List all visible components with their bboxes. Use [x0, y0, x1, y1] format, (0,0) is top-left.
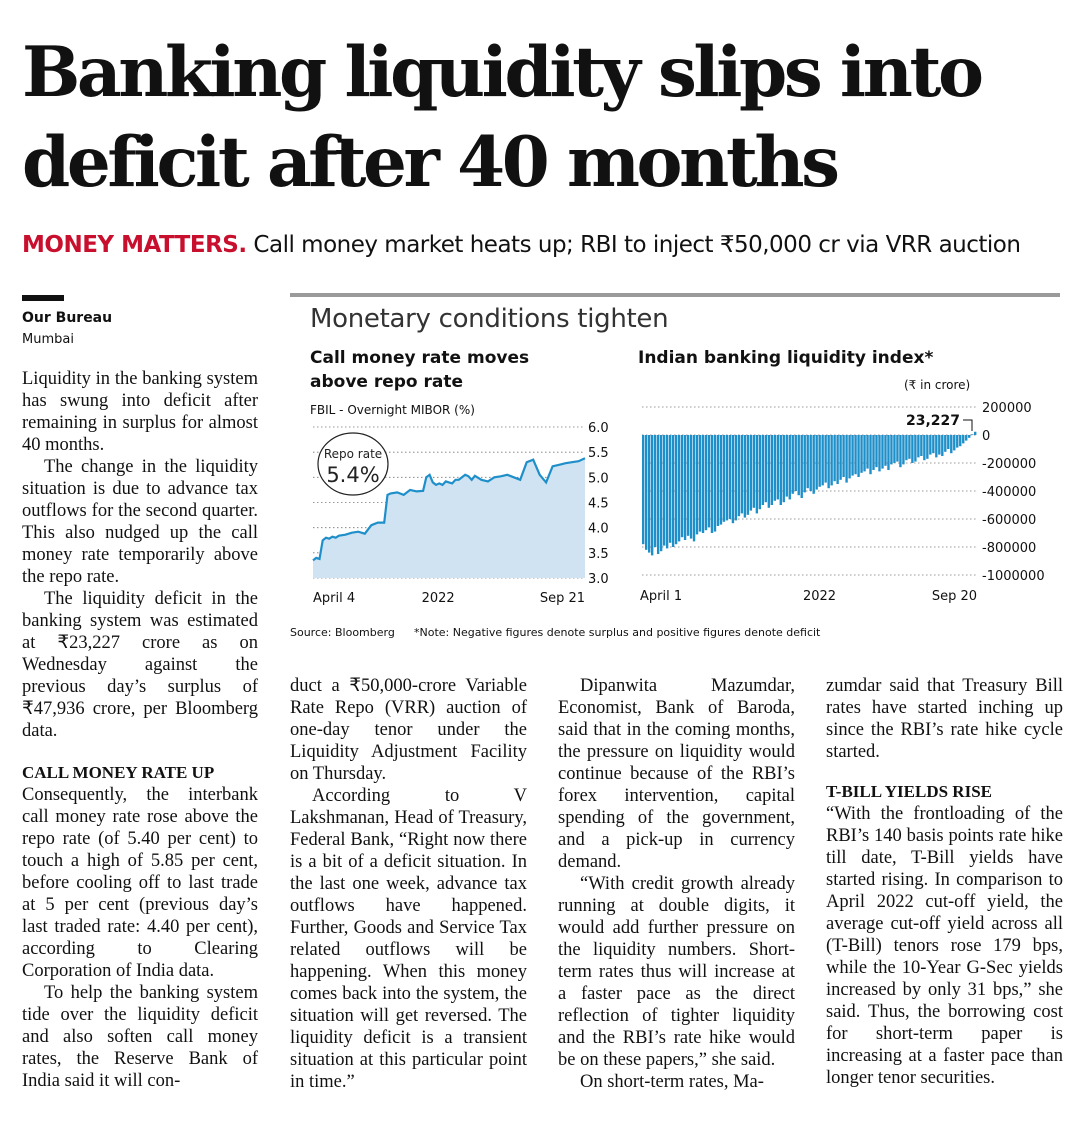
- chart2-bar: [887, 435, 889, 470]
- chart1-xticks: [313, 591, 585, 606]
- chart2-bar: [792, 435, 794, 494]
- chart2-bar: [699, 435, 701, 532]
- chart2-bar: [735, 435, 737, 520]
- chart2-bar: [765, 435, 767, 502]
- chart2-bar: [821, 435, 823, 485]
- article-column-3: [558, 675, 795, 1093]
- chart2-bar: [807, 435, 809, 488]
- chart2-bar: [827, 435, 829, 488]
- chart2-unit: (₹ in crore): [904, 378, 971, 392]
- chart2-bars: [642, 432, 976, 556]
- chart2-yticks: [982, 401, 1045, 584]
- headline: Banking liquidity slips into deficit after 40 months: [22, 32, 981, 203]
- chart2-bar: [783, 435, 785, 502]
- chart2-bar: [687, 435, 689, 536]
- chart2-bar: [678, 435, 680, 541]
- chart2-bar: [759, 435, 761, 509]
- chart2-bar: [645, 435, 647, 550]
- repo-rate-value: 5.4%: [326, 463, 380, 487]
- chart2-bar: [908, 435, 910, 459]
- chart2-bar: [798, 435, 800, 495]
- chart2-bar: [905, 435, 907, 460]
- chart2-bar: [771, 435, 773, 505]
- repo-rate-callout: [318, 433, 388, 495]
- chart2-bar: [920, 435, 922, 456]
- chart1-ytick-label: 5.0: [588, 471, 609, 487]
- chart2-bar: [777, 435, 779, 499]
- chart2-ytick-label: 0: [982, 429, 991, 444]
- chart2-bar: [753, 435, 755, 508]
- chart2-bar: [884, 435, 886, 466]
- paragraph: The change in the liquidity situation is due to advance tax outflows for the second quarter. This also nudged up the call money rate temporarily above the repo rate.: [22, 457, 258, 587]
- chart2-ytick-label: -600000: [982, 513, 1037, 528]
- chart2-bar: [812, 435, 814, 494]
- chart2-bar: [839, 435, 841, 480]
- chart2-bar: [756, 435, 758, 513]
- chart2-bar: [941, 435, 943, 456]
- chart2-bar: [747, 435, 749, 515]
- chart2-bar: [810, 435, 812, 491]
- chart2-bar: [795, 435, 797, 491]
- chart2-bar: [869, 435, 871, 474]
- chart2-bar: [708, 435, 710, 527]
- chart2-bar: [866, 435, 868, 469]
- chart2-bar: [681, 435, 683, 537]
- chart1-ytick-label: 4.5: [588, 496, 609, 512]
- chart2-bar: [660, 435, 662, 551]
- chart2-bar: [890, 435, 892, 464]
- paragraph: Liquidity in the banking system has swung into deficit after remaining in surplus for almost 40 months.: [22, 369, 258, 455]
- chart2-bar: [878, 435, 880, 471]
- chart2-bar: [830, 435, 832, 485]
- chart2-bar: [654, 435, 656, 547]
- chart2-bar: [857, 435, 859, 477]
- chart2-bar: [657, 435, 659, 554]
- chart2-bar: [947, 435, 949, 449]
- chart2-bar: [842, 435, 844, 477]
- chart1-xtick-label: April 4: [313, 591, 356, 606]
- chart2-bar: [875, 435, 877, 467]
- paragraph: On short-term rates, Ma-: [580, 1072, 764, 1092]
- chart2-xticks: [640, 589, 977, 604]
- graphic-section-title: Monetary conditions tighten: [310, 304, 669, 334]
- graphic-source: Source: Bloomberg: [290, 626, 395, 639]
- subhead-call-money: CALL MONEY RATE UP: [22, 763, 215, 782]
- chart2-bar: [711, 435, 713, 533]
- chart2-bar: [899, 435, 901, 467]
- chart2-bar: [663, 435, 665, 546]
- chart2-bar: [648, 435, 650, 553]
- chart2-bar: [705, 435, 707, 530]
- liquidity-index-chart: [630, 395, 1070, 615]
- chart2-bar: [738, 435, 740, 516]
- chart2-bar: [768, 435, 770, 508]
- chart2-bar: [893, 435, 895, 463]
- chart1-ytick-label: 5.5: [588, 446, 609, 462]
- chart2-xtick-label: Sep 20: [931, 589, 977, 604]
- chart2-xtick-label: 2022: [802, 589, 837, 604]
- chart2-bar: [693, 435, 695, 541]
- chart2-bar: [950, 435, 952, 453]
- byline-rule: [22, 295, 64, 301]
- chart2-bar: [944, 435, 946, 452]
- chart2-bar: [744, 435, 746, 518]
- chart2-ytick-label: -800000: [982, 541, 1037, 556]
- chart2-bar: [815, 435, 817, 490]
- chart2-bar: [804, 435, 806, 492]
- chart2-bar: [836, 435, 838, 484]
- chart2-bar: [872, 435, 874, 470]
- chart2-bar: [914, 435, 916, 462]
- paragraph: To help the banking system tide over the liquidity deficit and also soften call money rates, the Reserve Bank of India said it will con-: [22, 983, 258, 1091]
- chart2-bar: [923, 435, 925, 460]
- chart2-bar: [672, 435, 674, 547]
- subhead-tbill: T-BILL YIELDS RISE: [826, 782, 992, 801]
- graphic-note: *Note: Negative figures denote surplus and positive figures denote deficit: [414, 626, 821, 639]
- chart2-bar: [696, 435, 698, 534]
- chart2-ytick-label: -200000: [982, 457, 1037, 472]
- chart2-bar: [974, 432, 976, 435]
- article-column-4: [826, 675, 1063, 1089]
- graphic-top-rule: [290, 293, 1060, 297]
- mibor-chart: [305, 415, 615, 615]
- chart1-ytick-label: 4.0: [588, 521, 609, 537]
- chart2-bar: [684, 435, 686, 540]
- chart2-bar: [917, 435, 919, 457]
- chart2-annotation-label: 23,227: [905, 413, 960, 429]
- paragraph: duct a ₹50,000-crore Variable Rate Repo (VRR) auction of one-day tenor under the Liquidity Adjustment Facility on Thursday.: [290, 676, 527, 784]
- chart2-bar: [932, 435, 934, 453]
- chart2-bar: [971, 434, 973, 435]
- chart1-ytick-label: 3.5: [588, 546, 609, 562]
- chart2-ytick-label: -1000000: [982, 569, 1045, 584]
- paragraph: “With the frontloading of the RBI’s 140 basis points rate hike till date, T-Bill yields have started rising. In comparison to April 2022 cut-off yield, the average cut-off yield across all (T-Bill) tenors rose 179 bps, while the 10-Year G-Sec yields increased by only 31 bps,” she said. Thus, the borrowing cost for short-term paper is increasing at a faster pace than longer tenor securities.: [826, 804, 1063, 1088]
- chart2-bar: [935, 435, 937, 457]
- chart2-bar: [651, 435, 653, 555]
- chart1-subtitle: FBIL - Overnight MIBOR (%): [310, 403, 475, 417]
- chart2-bar: [774, 435, 776, 501]
- paragraph: According to V Lakshmanan, Head of Treasury, Federal Bank, “Right now there is a bit of a deficit situation. In the last one week, advance tax outflows have happened. Further, Goods and Service Tax related outflows will be happening. When this money comes back into the system, the situation will get reversed. The liquidity deficit is a transient situation at this particular point in time.”: [290, 786, 527, 1092]
- chart2-bar: [863, 435, 865, 471]
- paragraph: The liquidity deficit in the banking system was estimated at ₹23,227 crore as on Wednesday against the previous day’s surplus of ₹47,936 crore, per Bloomberg data.: [22, 589, 258, 741]
- chart2-xtick-label: April 1: [640, 589, 683, 604]
- repo-rate-label: Repo rate: [323, 447, 383, 461]
- chart2-bar: [824, 435, 826, 483]
- chart2-bar: [833, 435, 835, 481]
- chart2-bar: [750, 435, 752, 511]
- chart2-bar: [848, 435, 850, 478]
- chart2-annotation: [906, 413, 972, 431]
- chart2-bar: [854, 435, 856, 474]
- chart2-bar: [845, 435, 847, 483]
- chart2-bar: [666, 435, 668, 548]
- chart2-bar: [690, 435, 692, 539]
- chart2-bar: [720, 435, 722, 525]
- deck-kicker: MONEY MATTERS.: [22, 232, 247, 258]
- chart2-bar: [717, 435, 719, 526]
- paragraph: zumdar said that Treasury Bill rates have started inching up since the RBI’s rate hike cycle started.: [826, 676, 1063, 762]
- chart1-ytick-label: 6.0: [588, 421, 609, 436]
- chart2-bar: [929, 435, 931, 455]
- byline-place: Mumbai: [22, 332, 74, 347]
- chart2-bar: [741, 435, 743, 513]
- chart2-bar: [962, 435, 964, 443]
- chart2-bar: [860, 435, 862, 473]
- chart2-bar: [953, 435, 955, 450]
- chart2-bar: [726, 435, 728, 520]
- chart2-title: Indian banking liquidity index*: [638, 348, 934, 368]
- chart2-bar: [938, 435, 940, 455]
- chart2-bar: [902, 435, 904, 464]
- byline-name: Our Bureau: [22, 310, 113, 326]
- chart2-bar: [675, 435, 677, 544]
- chart2-bar: [786, 435, 788, 497]
- deck: [22, 232, 1020, 258]
- paragraph: Consequently, the interbank call money rate rose above the repo rate (of 5.40 per cent) to touch a high of 5.85 per cent, before cooling off to last trade at 5 per cent (previous day’s last traded rate: 4.40 per cent), according to Clearing Corporation of India data.: [22, 785, 258, 981]
- deck-text: Call money market heats up; RBI to inject ₹50,000 cr via VRR auction: [253, 232, 1021, 258]
- chart2-bar: [818, 435, 820, 487]
- chart2-bar: [926, 435, 928, 459]
- chart2-bar: [896, 435, 898, 462]
- chart1-yticks: [588, 421, 609, 587]
- chart2-bar: [729, 435, 731, 519]
- chart2-bar: [851, 435, 853, 476]
- chart2-bar: [801, 435, 803, 498]
- chart2-bar: [911, 435, 913, 463]
- chart2-bar: [956, 435, 958, 448]
- chart2-bar: [780, 435, 782, 505]
- chart2-bar: [762, 435, 764, 505]
- chart2-bar: [732, 435, 734, 523]
- chart2-ytick-label: -400000: [982, 485, 1037, 500]
- chart2-bar: [669, 435, 671, 543]
- chart1-ytick-label: 3.0: [588, 572, 609, 587]
- chart2-annotation-leader: [963, 420, 972, 431]
- chart2-bar: [959, 435, 961, 446]
- chart2-bar: [789, 435, 791, 499]
- paragraph: “With credit growth already running at double digits, it would add further pressure on the liquidity numbers. Short-term rates thus will increase at a faster pace as the direct reflection of tighter liquidity and the RBI’s rate hike would be on these papers,” she said.: [558, 874, 795, 1070]
- chart1-title: Call money rate moves above repo rate: [310, 348, 530, 392]
- chart2-ytick-label: 200000: [982, 401, 1032, 416]
- chart2-bar: [965, 435, 967, 441]
- chart1-xtick-label: Sep 21: [539, 591, 585, 606]
- chart2-bar: [881, 435, 883, 469]
- chart1-xtick-label: 2022: [421, 591, 455, 606]
- chart2-bar: [968, 435, 970, 438]
- chart2-bar: [714, 435, 716, 532]
- article-column-1: [22, 368, 258, 1092]
- chart2-bar: [723, 435, 725, 522]
- chart2-bar: [702, 435, 704, 533]
- article-column-2: [290, 675, 527, 1093]
- paragraph: Dipanwita Mazumdar, Economist, Bank of Baroda, said that in the coming months, the pressure on liquidity would continue because of the RBI’s forex intervention, capital spending of the government, and a pick-up in currency demand.: [558, 676, 795, 872]
- chart2-bar: [642, 435, 644, 544]
